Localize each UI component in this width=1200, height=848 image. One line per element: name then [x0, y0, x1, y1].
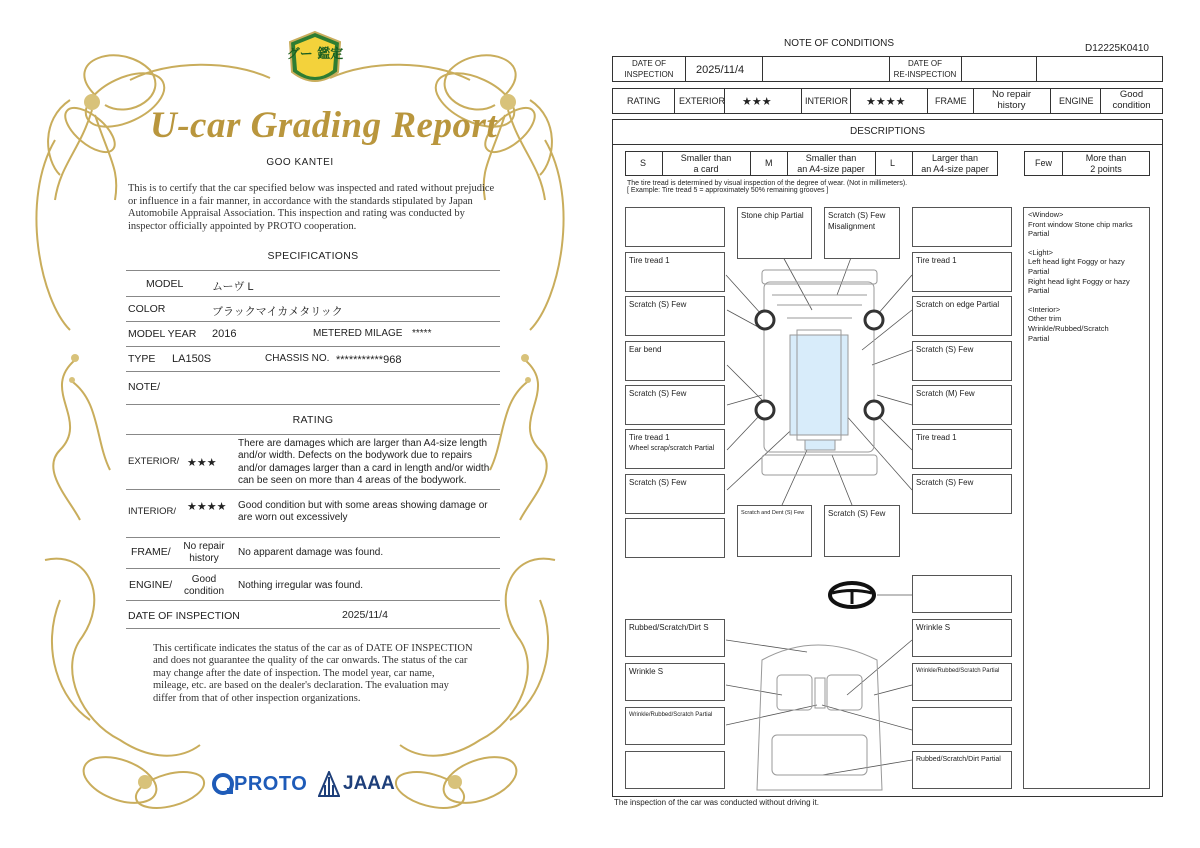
- jaaa-mark-icon: [318, 771, 340, 797]
- damage-box: Scratch and Dent (S) Few: [737, 505, 812, 557]
- damage-box: Scratch (S) Few: [625, 385, 725, 425]
- divider: [126, 321, 500, 322]
- side-note-line: Partial: [1028, 333, 1050, 343]
- side-note-line: Front window Stone chip marks: [1028, 219, 1133, 229]
- damage-box-line: Scratch (S) Few: [828, 211, 886, 220]
- side-note-line: Partial: [1028, 229, 1050, 239]
- spacer: [1028, 296, 1145, 305]
- damage-box: Scratch (S) Few: [625, 474, 725, 514]
- chassis-label: CHASSIS NO.: [265, 353, 330, 364]
- legend-few-code: Few: [1035, 158, 1053, 168]
- damage-box-empty: [912, 707, 1012, 745]
- mileage-label: METERED MILAGE: [313, 328, 403, 339]
- damage-box: Tire tread 1: [912, 429, 1012, 469]
- tire-note: [627, 180, 907, 194]
- notes-side-panel: [1023, 207, 1150, 789]
- value-line: Good: [1119, 89, 1144, 100]
- date-of-inspection-label: DATE OF INSPECTION: [128, 610, 240, 622]
- frame-label: FRAME: [935, 96, 967, 106]
- specifications-heading: SPECIFICATIONS: [267, 250, 359, 262]
- model-year-label: MODEL YEAR: [128, 328, 197, 340]
- divider: [126, 404, 500, 405]
- certificate-intro: This is to certify that the car specified below was inspected and rated without prejudice or influence in a fair manner, in accordance with the standards stipulated by Japan Automobile Appraisal Association. This inspection and rating was conducted by inspector officially appointed by PROTO cooperation.: [128, 183, 495, 232]
- cell-divider: [762, 56, 763, 82]
- damage-box: Stone chip Partial: [737, 207, 812, 259]
- divider: [612, 144, 1163, 145]
- cell-divider: [850, 88, 851, 114]
- damage-box: Wrinkle S: [625, 663, 725, 701]
- rating-label: RATING: [627, 96, 661, 106]
- legend-few-text: [1062, 153, 1150, 174]
- damage-box: Rubbed/Scratch/Dirt Partial: [912, 751, 1012, 789]
- damage-box: Ear bend: [625, 341, 725, 381]
- damage-box-empty: [912, 207, 1012, 247]
- damage-box: Scratch (S) Few: [912, 341, 1012, 381]
- damage-box-empty: [625, 207, 725, 247]
- steering-wheel-icon: [830, 583, 874, 607]
- inspection-dates-row: [612, 56, 1163, 82]
- frame-value: [176, 541, 232, 565]
- value-line: condition: [1112, 99, 1151, 111]
- frame-label: FRAME/: [131, 546, 171, 558]
- damage-box: Scratch (M) Few: [912, 385, 1012, 425]
- cell-divider: [674, 88, 675, 114]
- side-note-line: Other trim: [1028, 314, 1062, 324]
- side-note-line: Partial: [1028, 286, 1050, 296]
- divider: [126, 371, 500, 372]
- divider: [126, 346, 500, 347]
- value-line: No repair: [991, 89, 1032, 100]
- divider: [126, 568, 500, 569]
- divider: [126, 600, 500, 601]
- legend-m-code: M: [765, 158, 773, 168]
- engine-label: ENGINE: [1059, 96, 1094, 106]
- color-value: ブラックマイカメタリック: [212, 306, 343, 318]
- interior-heading: <Interior>: [1028, 304, 1061, 314]
- damage-box: [824, 207, 900, 259]
- legend-m-text: [787, 153, 875, 174]
- engine-value: [1100, 90, 1163, 111]
- note-label: NOTE/: [128, 381, 161, 393]
- rating-heading: RATING: [292, 414, 334, 426]
- light-heading: <Light>: [1028, 247, 1054, 257]
- damage-box-line: Wheel scrap/scratch Partial: [629, 445, 715, 452]
- exterior-stars: ★★★: [187, 457, 217, 469]
- engine-label: ENGINE/: [129, 579, 173, 591]
- interior-stars: ★★★★: [866, 96, 906, 108]
- tire-note-line: The tire tread is determined by visual inspection of the degree of wear. (Not in millimeters).: [627, 180, 908, 187]
- certificate-footer: This certificate indicates the status of the car as of DATE OF INSPECTION and does not guarantee the quality of the car onwards. The status of the car may change after the date of inspection. The model year, car name, mileage, etc. are based on the dealer's declaration. The evaluation may differ from that of other inspection organizations.: [153, 643, 473, 704]
- proto-logo-text: PROTO: [234, 772, 308, 795]
- type-label: TYPE: [128, 353, 156, 365]
- date-inspection-label: [612, 59, 686, 80]
- legend-line: Smaller than: [680, 153, 732, 163]
- spacer: [1028, 239, 1145, 248]
- divider: [126, 434, 500, 435]
- side-note-line: Wrinkle/Rubbed/Scratch: [1028, 323, 1109, 333]
- note-footer: The inspection of the car was conducted without driving it.: [614, 798, 819, 807]
- damage-box: Scratch on edge Partial: [912, 296, 1012, 336]
- damage-box-empty: [625, 751, 725, 789]
- divider: [126, 270, 500, 271]
- interior-label: INTERIOR: [805, 96, 849, 106]
- legend-line: More than: [1085, 153, 1127, 163]
- cell-divider: [961, 56, 962, 82]
- legend-line: a card: [693, 163, 719, 174]
- model-label: MODEL: [146, 278, 184, 290]
- model-year-value: 2016: [212, 328, 237, 340]
- reinspection-label: [889, 59, 961, 80]
- divider: [126, 537, 500, 538]
- exterior-description: There are damages which are larger than A4-size length and/or width. Defects on the bodywork due to repairs and/or damages larger than a card in length and/or width can be seen on more than 4 areas of the bodywork.: [238, 438, 490, 487]
- value-line: history: [997, 99, 1026, 111]
- damage-box: Wrinkle/Rubbed/Scratch Partial: [912, 663, 1012, 701]
- mileage-value: *****: [412, 328, 432, 339]
- interior-label: INTERIOR/: [128, 506, 177, 517]
- descriptions-heading: DESCRIPTIONS: [849, 126, 925, 137]
- damage-box: Scratch (S) Few: [625, 296, 725, 336]
- damage-box: Wrinkle/Rubbed/Scratch Partial: [625, 707, 725, 745]
- goo-kantei-logo: [286, 30, 344, 92]
- label-line: RE-INSPECTION: [893, 69, 957, 79]
- exterior-label: EXTERIOR: [679, 96, 726, 106]
- legend-s-code: S: [640, 158, 647, 168]
- label-line: INSPECTION: [624, 69, 674, 79]
- divider: [126, 628, 500, 629]
- damage-box: Rubbed/Scratch/Dirt S: [625, 619, 725, 657]
- divider: [126, 489, 500, 490]
- cell-divider: [927, 88, 928, 114]
- cell-divider: [1050, 88, 1051, 114]
- cell-divider: [750, 151, 751, 176]
- damage-box: Tire tread 1: [625, 252, 725, 292]
- engine-value-line: Good: [191, 574, 217, 585]
- exterior-stars: ★★★: [742, 96, 772, 108]
- frame-value-line: No repair: [183, 541, 225, 552]
- jaaa-logo-text: JAAA: [343, 773, 395, 794]
- note-title: NOTE OF CONDITIONS: [784, 38, 894, 49]
- color-label: COLOR: [128, 303, 166, 315]
- legend-l-text: [912, 153, 998, 174]
- interior-stars: ★★★★: [187, 501, 227, 513]
- window-heading: <Window>: [1028, 210, 1064, 219]
- damage-box: Wrinkle S: [912, 619, 1012, 657]
- cell-divider: [875, 151, 876, 176]
- legend-line: an A4-size paper: [921, 163, 989, 174]
- logo-text: グー 鑑定: [286, 47, 344, 62]
- interior-description: Good condition but with some areas showing damage or are worn out excessively: [238, 500, 488, 524]
- frame-description: No apparent damage was found.: [238, 547, 384, 558]
- document-id: D12225K0410: [1085, 43, 1149, 54]
- tire-note-line: [ Example: Tire tread 5 = approximately 50% remaining grooves ]: [627, 187, 829, 194]
- frame-value-line: history: [189, 553, 219, 564]
- damage-box: Scratch (S) Few: [912, 474, 1012, 514]
- date-of-inspection-value: 2025/11/4: [342, 609, 388, 621]
- side-note-line: Right head light Foggy or hazy: [1028, 276, 1130, 286]
- chassis-value: ***********968: [336, 354, 402, 366]
- jaaa-logo: [318, 771, 395, 797]
- side-note-line: Partial: [1028, 266, 1050, 276]
- certificate-title: U-car Grading Report: [150, 105, 498, 146]
- exterior-label: EXTERIOR/: [128, 456, 180, 467]
- damage-box-line: Misalignment: [828, 222, 876, 231]
- label-line: DATE OF: [907, 59, 943, 68]
- certificate-subtitle: GOO KANTEI: [266, 157, 334, 168]
- engine-value-line: condition: [183, 586, 225, 597]
- damage-box-empty: [625, 518, 725, 558]
- engine-value: [176, 574, 232, 598]
- proto-logo: [212, 771, 307, 797]
- cell-divider: [724, 88, 725, 114]
- model-value: ムーヴ L: [212, 281, 254, 293]
- cell-divider: [1036, 56, 1037, 82]
- damage-box: [625, 429, 725, 469]
- damage-box-empty: [912, 575, 1012, 613]
- engine-description: Nothing irregular was found.: [238, 580, 364, 591]
- legend-s-text: [662, 153, 750, 174]
- damage-box: Scratch (S) Few: [824, 505, 900, 557]
- damage-box-line: Tire tread 1: [629, 433, 670, 442]
- car-exterior-view: [756, 270, 883, 475]
- side-note-line: Left head light Foggy or hazy: [1028, 257, 1125, 267]
- legend-line: Smaller than: [805, 153, 857, 163]
- type-value: LA150S: [172, 353, 212, 365]
- date-inspection-value: 2025/11/4: [696, 64, 745, 76]
- legend-line: 2 points: [1090, 163, 1122, 174]
- cell-divider: [801, 88, 802, 114]
- legend-l-code: L: [890, 158, 896, 168]
- damage-box: Tire tread 1: [912, 252, 1012, 292]
- proto-mark-icon: [212, 773, 234, 795]
- frame-value: [973, 90, 1050, 111]
- divider: [126, 296, 500, 297]
- label-line: DATE OF: [631, 59, 667, 68]
- legend-line: Larger than: [931, 153, 979, 163]
- legend-line: an A4-size paper: [797, 163, 865, 174]
